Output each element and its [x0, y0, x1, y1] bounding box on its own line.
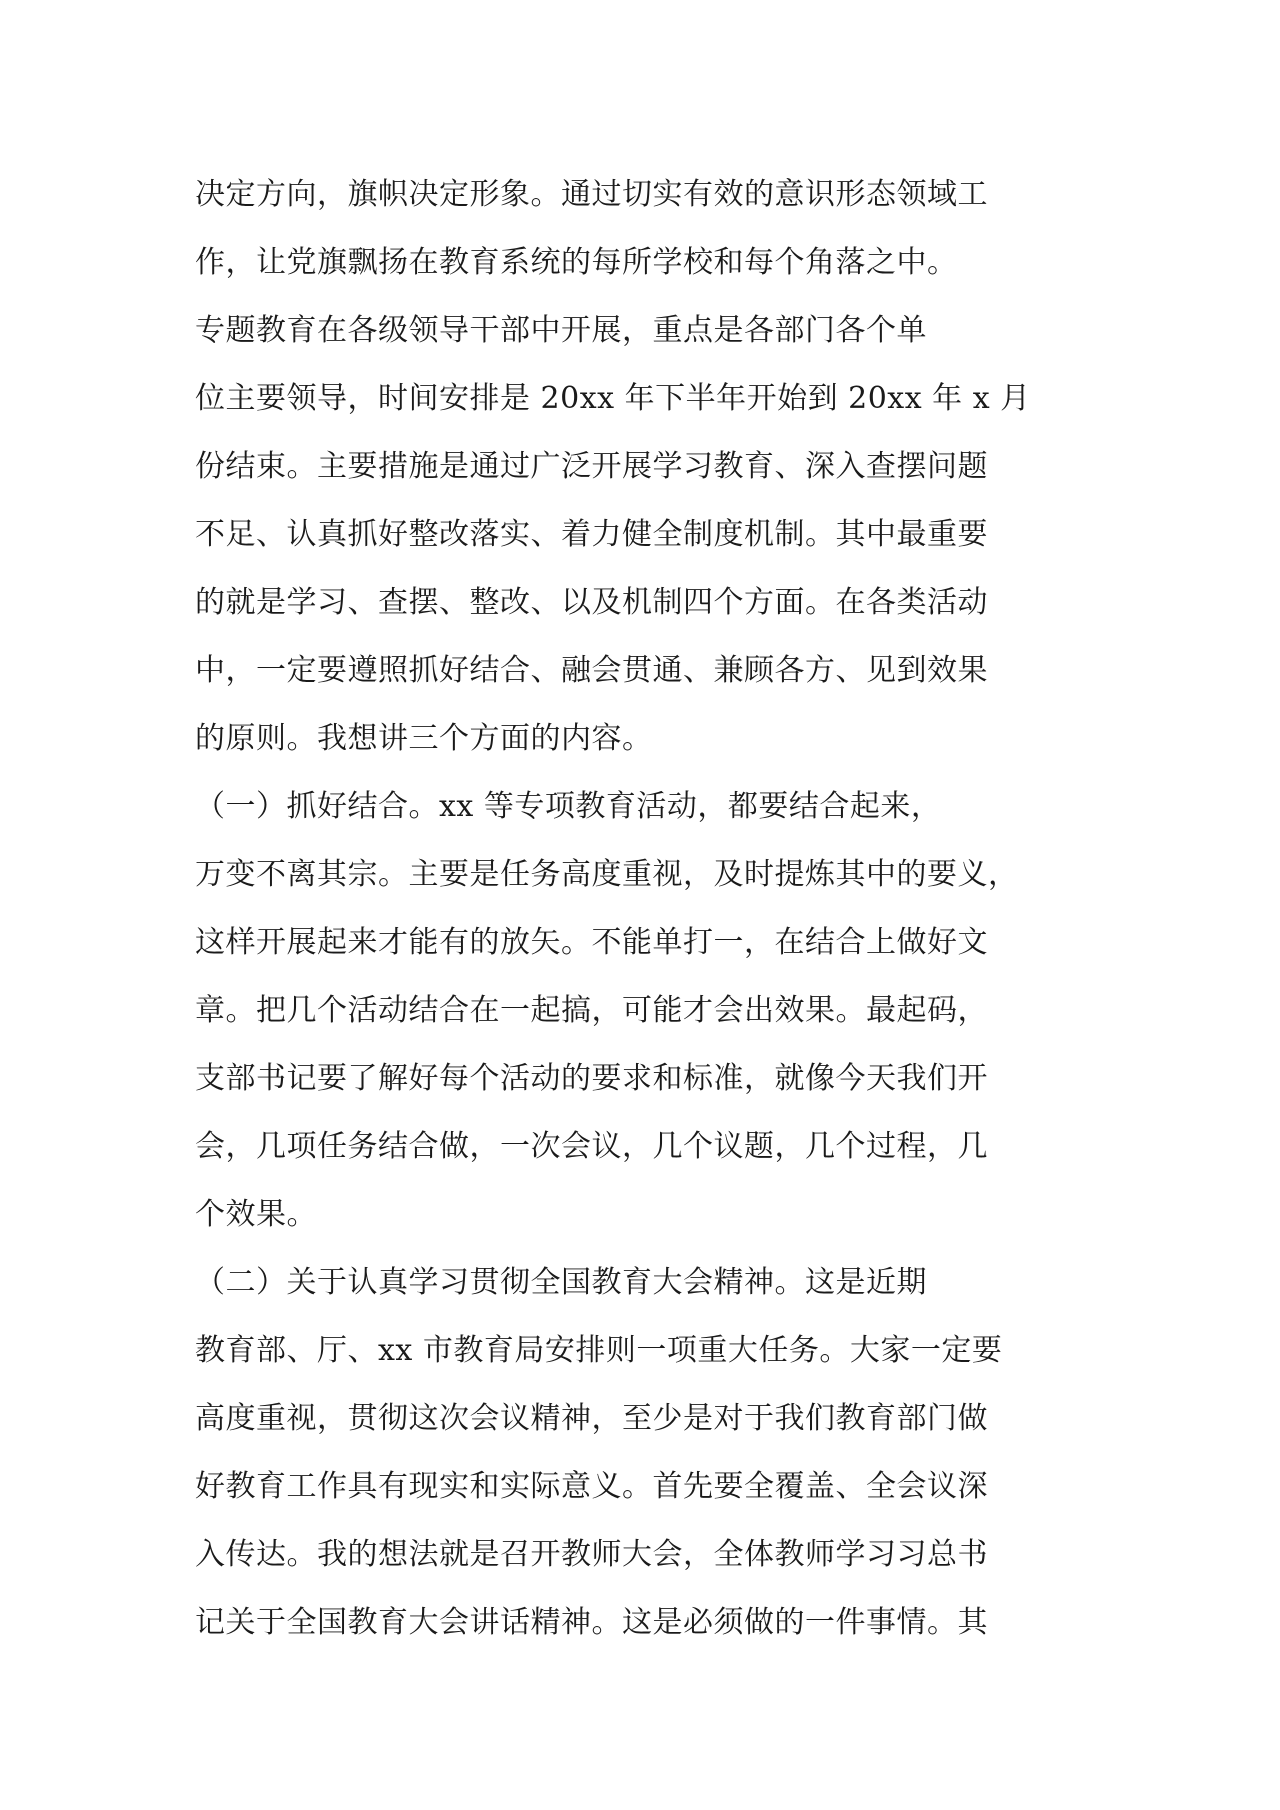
text-line: 好教育工作具有现实和实际意义。首先要全覆盖、全会议深 [195, 1469, 988, 1504]
text-line: 决定方向，旗帜决定形象。通过切实有效的意识形态领域工 [195, 177, 988, 212]
text-line: 中，一定要遵照抓好结合、融会贯通、兼顾各方、见到效果 [195, 653, 988, 688]
text-line: 这样开展起来才能有的放矢。不能单打一，在结合上做好文 [195, 925, 988, 960]
text-line: 的原则。我想讲三个方面的内容。 [195, 721, 653, 756]
text-line: 的就是学习、查摆、整改、以及机制四个方面。在各类活动 [195, 585, 988, 620]
text-line: 份结束。主要措施是通过广泛开展学习教育、深入查摆问题 [195, 449, 988, 484]
text-line: 高度重视，贯彻这次会议精神，至少是对于我们教育部门做 [195, 1401, 988, 1436]
text-line: 作，让党旗飘扬在教育系统的每所学校和每个角落之中。 [195, 245, 958, 280]
text-line: 入传达。我的想法就是召开教师大会，全体教师学习习总书 [195, 1537, 988, 1572]
text-line: （二）关于认真学习贯彻全国教育大会精神。这是近期 [195, 1265, 927, 1300]
text-line: 支部书记要了解好每个活动的要求和标准，就像今天我们开 [195, 1061, 988, 1096]
document-body [195, 161, 1031, 1657]
text-line: 会，几项任务结合做，一次会议，几个议题，几个过程，几 [195, 1129, 988, 1164]
text-line: （一）抓好结合。xx 等专项教育活动，都要结合起来， [195, 789, 942, 824]
text-line: 章。把几个活动结合在一起搞，可能才会出效果。最起码， [195, 993, 988, 1028]
text-line: 教育部、厅、xx 市教育局安排则一项重大任务。大家一定要 [195, 1333, 1003, 1368]
text-line: 不足、认真抓好整改落实、着力健全制度机制。其中最重要 [195, 517, 988, 552]
text-line: 位主要领导，时间安排是 20xx 年下半年开始到 20xx 年 x 月 [195, 381, 1031, 416]
text-line: 记关于全国教育大会讲话精神。这是必须做的一件事情。其 [195, 1605, 988, 1640]
text-line: 万变不离其宗。主要是任务高度重视，及时提炼其中的要义， [195, 857, 1019, 892]
text-line: 专题教育在各级领导干部中开展，重点是各部门各个单 [195, 313, 927, 348]
text-line: 个效果。 [195, 1197, 317, 1232]
